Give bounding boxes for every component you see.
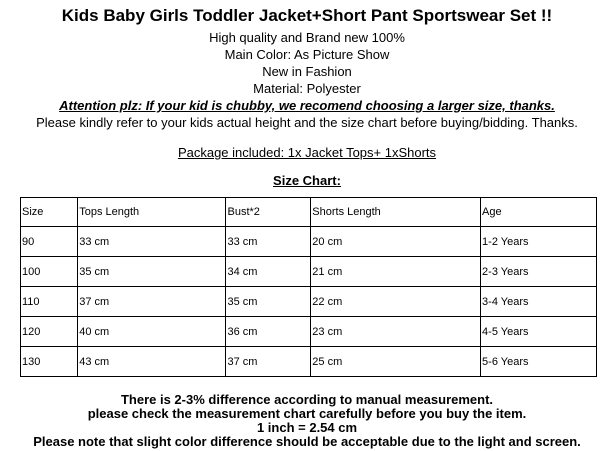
header-cell-bust: Bust*2 [226, 198, 311, 227]
refer-note: Please kindly refer to your kids actual height and the size chart before buying/bidding. Thanks. [36, 115, 578, 130]
inch-conversion-note: 1 inch = 2.54 cm [256, 420, 358, 435]
product-title: Kids Baby Girls Toddler Jacket+Short Pant Sportswear Set !! [61, 6, 553, 25]
table-cell: 4-5 Years [481, 317, 597, 347]
table-cell: 36 cm [226, 317, 311, 347]
check-chart-note: please check the measurement chart carefully before you buy the item. [87, 406, 527, 421]
table-row [21, 347, 597, 377]
table-cell: 33 cm [226, 227, 311, 257]
table-cell: 100 [21, 257, 78, 287]
table-cell: 1-2 Years [481, 227, 597, 257]
header-cell-size: Size [21, 198, 78, 227]
measurement-notes [0, 393, 614, 449]
table-cell: 110 [21, 287, 78, 317]
table-cell: 33 cm [78, 227, 226, 257]
table-cell: 40 cm [78, 317, 226, 347]
table-cell: 37 cm [78, 287, 226, 317]
size-chart-heading: Size Chart: [273, 173, 341, 188]
table-header-row [21, 198, 597, 227]
table-cell: 130 [21, 347, 78, 377]
table-row [21, 287, 597, 317]
table-row [21, 227, 597, 257]
table-cell: 20 cm [311, 227, 481, 257]
table-cell: 21 cm [311, 257, 481, 287]
color-difference-note: Please note that slight color difference should be acceptable due to the light and screen. [33, 434, 581, 449]
attention-note: Attention plz: If your kid is chubby, we recomend choosing a larger size, thanks. [59, 98, 555, 113]
table-cell: 23 cm [311, 317, 481, 347]
table-row [21, 317, 597, 347]
color-line: Main Color: As Picture Show [224, 47, 390, 62]
table-cell: 43 cm [78, 347, 226, 377]
table-cell: 90 [21, 227, 78, 257]
quality-line: High quality and Brand new 100% [209, 30, 405, 45]
difference-note: There is 2-3% difference according to manual measurement. [120, 392, 494, 407]
size-chart-table [20, 197, 597, 377]
table-cell: 25 cm [311, 347, 481, 377]
table-cell: 22 cm [311, 287, 481, 317]
table-cell: 120 [21, 317, 78, 347]
table-cell: 2-3 Years [481, 257, 597, 287]
header-cell-tops-length: Tops Length [78, 198, 226, 227]
table-cell: 34 cm [226, 257, 311, 287]
material-line: Material: Polyester [253, 81, 361, 96]
table-cell: 3-4 Years [481, 287, 597, 317]
header-cell-age: Age [481, 198, 597, 227]
table-cell: 37 cm [226, 347, 311, 377]
table-cell: 35 cm [226, 287, 311, 317]
package-included: Package included: 1x Jacket Tops+ 1xShorts [177, 145, 437, 160]
table-cell: 35 cm [78, 257, 226, 287]
table-row [21, 257, 597, 287]
fashion-line: New in Fashion [262, 64, 352, 79]
header-cell-shorts-length: Shorts Length [311, 198, 481, 227]
product-description [0, 0, 614, 190]
table-cell: 5-6 Years [481, 347, 597, 377]
